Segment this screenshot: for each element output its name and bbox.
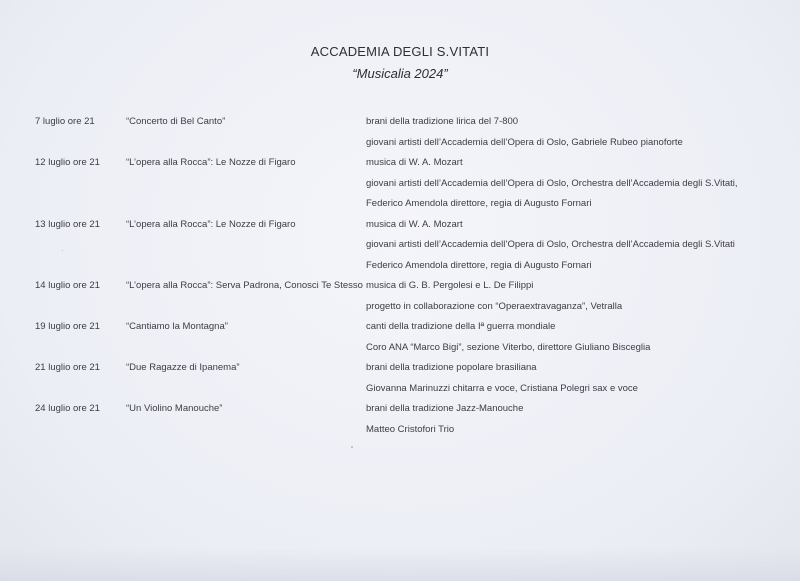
program-line bbox=[0, 153, 800, 174]
event-date: 19 luglio ore 21 bbox=[35, 321, 100, 332]
program-line bbox=[0, 235, 800, 256]
event-detail: brani della tradizione popolare brasiliana bbox=[366, 362, 537, 373]
paper-speck bbox=[62, 250, 63, 251]
document-title: ACCADEMIA DEGLI S.VITATI bbox=[310, 44, 490, 59]
event-detail: brani della tradizione Jazz-Manouche bbox=[366, 403, 524, 414]
program-schedule bbox=[0, 112, 800, 440]
program-line bbox=[0, 317, 800, 338]
document-subtitle: “Musicalia 2024” bbox=[352, 66, 448, 81]
program-line bbox=[0, 297, 800, 318]
program-line bbox=[0, 112, 800, 133]
program-line bbox=[0, 379, 800, 400]
event-detail: brani della tradizione lirica del 7-800 bbox=[366, 116, 519, 127]
event-title: “Cantiamo la Montagna” bbox=[126, 321, 228, 332]
event-date: 14 luglio ore 21 bbox=[35, 280, 100, 291]
event-title: “L’opera alla Rocca”: Le Nozze di Figaro bbox=[126, 157, 296, 168]
event-detail: Federico Amendola direttore, regia di Augusto Fornari bbox=[366, 198, 592, 209]
event-date: 13 luglio ore 21 bbox=[35, 218, 100, 230]
event-title: “Concerto di Bel Canto” bbox=[126, 116, 226, 127]
program-line bbox=[0, 194, 800, 215]
program-line bbox=[0, 358, 800, 379]
event-detail: musica di G. B. Pergolesi e L. De Filippi bbox=[366, 280, 534, 291]
program-line bbox=[0, 399, 800, 420]
program-line bbox=[0, 256, 800, 277]
program-event bbox=[0, 112, 800, 153]
event-detail: Federico Amendola direttore, regia di Augusto Fornari bbox=[366, 259, 592, 271]
event-detail: musica di W. A. Mozart bbox=[366, 157, 463, 168]
event-detail: progetto in collaborazione con “Operaextravaganza”, Vetralla bbox=[366, 300, 623, 312]
paper-speck bbox=[351, 446, 353, 448]
event-date: 24 luglio ore 21 bbox=[35, 403, 100, 414]
event-title: “L’opera alla Rocca”: Le Nozze di Figaro bbox=[126, 218, 296, 230]
program-line bbox=[0, 276, 800, 297]
program-event bbox=[0, 317, 800, 358]
program-line bbox=[0, 420, 800, 441]
program-event bbox=[0, 358, 800, 399]
program-line bbox=[0, 174, 800, 195]
event-title: “Due Ragazze di Ipanema” bbox=[126, 362, 240, 373]
event-detail: Matteo Cristofori Trio bbox=[366, 423, 455, 435]
program-line bbox=[0, 338, 800, 359]
event-detail: canti della tradizione della Iª guerra mondiale bbox=[366, 321, 556, 332]
event-detail: giovani artisti dell’Accademia dell’Opera di Oslo, Gabriele Rubeo pianoforte bbox=[366, 136, 683, 148]
event-title: “L’opera alla Rocca”: Serva Padrona, Conosci Te Stesso bbox=[126, 280, 363, 291]
program-line bbox=[0, 133, 800, 154]
program-line bbox=[0, 215, 800, 236]
program-event bbox=[0, 153, 800, 215]
event-detail: giovani artisti dell’Accademia dell’Opera di Oslo, Orchestra dell’Accademia degli S.Vitati, bbox=[366, 177, 738, 189]
event-detail: musica di W. A. Mozart bbox=[366, 218, 463, 230]
program-event bbox=[0, 399, 800, 440]
program-event bbox=[0, 215, 800, 277]
event-detail: giovani artisti dell’Accademia dell’Opera di Oslo, Orchestra dell’Accademia degli S.Vitati bbox=[366, 239, 735, 250]
program-event bbox=[0, 276, 800, 317]
event-detail: Coro ANA “Marco Bigi”, sezione Viterbo, direttore Giuliano Bisceglia bbox=[366, 341, 651, 353]
paper-fold-shadow bbox=[0, 548, 800, 581]
event-date: 12 luglio ore 21 bbox=[35, 157, 100, 168]
event-title: “Un Violino Manouche” bbox=[126, 403, 223, 414]
event-date: 21 luglio ore 21 bbox=[35, 362, 100, 373]
event-date: 7 luglio ore 21 bbox=[35, 116, 95, 127]
event-detail: Giovanna Marinuzzi chitarra e voce, Cristiana Polegri sax e voce bbox=[366, 382, 638, 394]
